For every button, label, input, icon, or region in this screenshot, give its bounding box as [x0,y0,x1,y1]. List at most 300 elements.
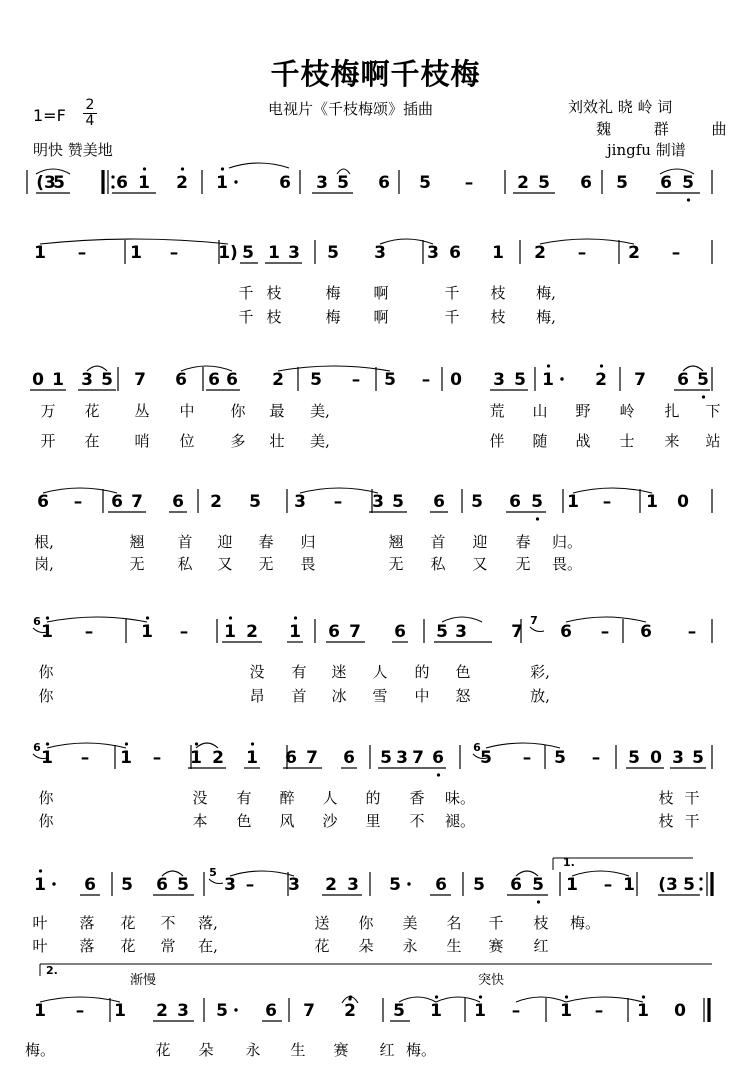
note: 6 [660,173,672,193]
note: 5 [628,748,640,768]
note: 1 [138,173,150,193]
lyric-syllable: 梅。 [405,1041,437,1059]
note: 5 [616,173,628,193]
lyric-syllable: 没 [192,789,208,807]
note: 3 [374,243,386,263]
lyric-syllable: 永 [402,937,418,955]
fermata-dot [348,997,351,1000]
lyric-syllable: 有 [236,789,252,807]
note: – [80,748,90,768]
octave-dot-high [229,616,232,619]
note: 3 [372,492,384,512]
lyric-syllable: 褪。 [444,812,476,830]
note: 6 [343,748,355,768]
lyric-syllable: 美 [402,914,418,932]
lyric-syllable: 梅, [536,284,556,302]
lyric-syllable: 私 [177,555,193,573]
note: 5 [554,748,566,768]
note: 6 [435,875,447,895]
lyric-syllable: 赛 [333,1041,349,1059]
lyric-syllable: 你 [38,687,54,705]
octave-dot-low [687,198,690,201]
lyric-syllable: 没 [249,663,265,681]
note: 5 [384,370,396,390]
octave-dot-high [294,616,297,619]
note: 3 [347,875,359,895]
subito-allegro-marking: 突快 [478,973,505,988]
lyric-syllable: 放, [530,687,550,705]
note: 6 [433,492,445,512]
lyric-syllable: 扎 [664,402,680,420]
note: 5 [514,370,526,390]
note: 6 [449,243,461,263]
slur [540,239,634,244]
lyric-syllable: 枝 [490,308,506,326]
note: – [522,748,532,768]
lyric-syllable: 有 [291,663,307,681]
note: – [603,875,613,895]
note: 1 [646,492,658,512]
lyric-syllable: 干 [684,789,700,807]
grace-note: 5 [209,866,217,879]
note: 5 [380,748,392,768]
lyric-syllable: 归 [300,533,316,551]
lyric-syllable: 人 [372,663,388,681]
repeat-dot [111,175,114,178]
volta-2-label: 2. [46,964,58,977]
octave-dot-high [600,364,603,367]
augmentation-dot [560,377,563,380]
lyric-syllable: 又 [217,555,233,573]
lyric-syllable: 哨 [134,432,150,450]
note: 7 [306,748,318,768]
repeat-dot [699,877,702,880]
lyric-syllable: 花 [155,1041,171,1059]
lyric-syllable: 梅。 [24,1041,56,1059]
note: 3 [672,748,684,768]
note: 7 [634,370,646,390]
note: 5 [436,622,448,642]
lyric-syllable: 中 [179,402,195,420]
note: 2 [176,173,188,193]
note: 2 [534,243,546,263]
octave-dot-high [39,869,42,872]
octave-dot-high [479,995,482,998]
slur [278,366,390,371]
note: 6 [285,748,297,768]
note: 7 [303,1001,315,1021]
note: 5 [177,875,189,895]
note: 6 [580,173,592,193]
lyric-syllable: 啊 [373,284,389,302]
lyric-syllable: 万 [40,402,56,420]
note: 2 [325,875,337,895]
lyric-syllable: 无 [515,555,531,573]
note: 1 [216,173,228,193]
note: 1 [224,622,236,642]
lyric-syllable: 生 [446,937,462,955]
note: – [351,370,361,390]
lyric-syllable: 香 [409,789,425,807]
note: 0 [650,748,662,768]
lyric-syllable: 色 [455,663,471,681]
note: 1 [430,1001,442,1021]
note: 3 [427,243,439,263]
note: 6 [156,875,168,895]
note: 6 [328,622,340,642]
lyric-syllable: 你 [38,812,54,830]
note: 6 [172,492,184,512]
note: 6 [226,370,238,390]
octave-dot-high [46,616,49,619]
note: 5 [242,243,254,263]
note: 1 [41,748,53,768]
slur [230,871,294,876]
note: 5 [249,492,261,512]
lyric-syllable: 送 [314,914,330,932]
note: 1 [34,875,46,895]
lyric-syllable: 战 [575,432,591,450]
lyric-syllable: 春 [258,533,274,551]
lyric-syllable: 朵 [198,1041,214,1059]
note: – [179,622,189,642]
lyric-syllable: 枝 [533,914,549,932]
note: 1 [560,1001,572,1021]
lyric-syllable: 首 [291,687,307,705]
note: 1 [268,243,280,263]
note: – [77,243,87,263]
note: 6 [378,173,390,193]
octave-dot-low [437,773,440,776]
note: – [245,875,255,895]
lyric-syllable: 沙 [322,812,338,830]
lyric-syllable: 里 [365,812,381,830]
engraver-credit: jingfu 制谱 [607,141,686,159]
note: 1 [623,875,635,895]
lyric-syllable: 人 [322,789,338,807]
note: 1 [637,1001,649,1021]
note: 6 [37,492,49,512]
note: 7 [134,370,146,390]
lyric-syllable: 落 [79,937,95,955]
lyric-syllable: 醉 [279,789,295,807]
note: 0 [677,492,689,512]
note: 6 [279,173,291,193]
lyric-syllable: 落 [79,914,95,932]
note: – [577,243,587,263]
lyric-syllable: 根, [34,533,54,551]
lyric-syllable: 枝 [266,308,282,326]
note: 6 [265,1001,277,1021]
lyric-syllable: 怒 [455,687,471,705]
lyric-syllable: 你 [230,402,246,420]
note: 5 [480,748,492,768]
note: 1 [246,748,258,768]
grace-note: 7 [530,614,538,627]
octave-dot-high [251,742,254,745]
note: 6 [432,748,444,768]
slur [47,617,147,622]
lyric-syllable: 岭 [619,402,635,420]
note: 3 [81,370,93,390]
time-numerator: 2 [85,97,95,113]
slur [516,997,566,1002]
lyric-syllable: 翘 [129,533,145,551]
note: 1 [567,492,579,512]
note: 1 [41,622,53,642]
lyric-syllable: 美, [310,402,330,420]
lyric-syllable: 最 [269,402,285,420]
lyric-syllable: 冰 [331,687,347,705]
augmentation-dot [52,882,55,885]
lyric-syllable: 首 [177,533,193,551]
composer-credit: 魏 群 曲 [596,120,727,138]
lyric-syllable: 枝 [658,812,674,830]
lyric-syllable: 在, [198,937,218,955]
note: – [333,492,343,512]
lyric-syllable: 叶 [32,914,48,932]
note: 1 [34,1001,46,1021]
lyric-syllable: 永 [245,1041,261,1059]
note: 1) [218,243,238,263]
note: 1 [141,622,153,642]
note: – [671,243,681,263]
slur [229,163,289,168]
lyric-syllable: 梅 [325,308,341,326]
note: 2 [212,748,224,768]
note: 5 [473,875,485,895]
lyric-syllable: 畏 [300,555,316,573]
repeat-dot [111,185,114,188]
grace-slur [530,627,544,632]
grace-note: 6 [33,741,41,754]
lyric-syllable: 你 [358,914,374,932]
note: – [73,492,83,512]
lyric-syllable: 叶 [32,937,48,955]
note: 5 [471,492,483,512]
lyric-syllable: 不 [409,812,425,830]
note: 5 [337,173,349,193]
lyric-syllable: 花 [120,937,136,955]
note: 0 [450,370,462,390]
note: 2 [517,173,529,193]
note: – [464,173,474,193]
note: 6 [175,370,187,390]
lyric-syllable: 名 [446,914,462,932]
lyric-syllable: 落, [198,914,218,932]
lyric-syllable: 迎 [472,533,488,551]
lyric-syllable: 迎 [217,533,233,551]
note: 1 [289,622,301,642]
lyric-syllable: 壮 [269,432,285,450]
note: 1 [542,370,554,390]
note: 1 [114,1001,126,1021]
lyric-syllable: 味。 [444,789,476,807]
grace-note: 6 [33,615,41,628]
note: 5 [538,173,550,193]
grace-slur [209,879,223,884]
slur [181,366,232,371]
octave-dot-high [221,167,224,170]
note: 6 [84,875,96,895]
note: 5 [697,370,709,390]
note: 7 [412,748,424,768]
augmentation-dot [234,180,237,183]
octave-dot-high [642,995,645,998]
song-subtitle: 电视片《千枝梅颂》插曲 [268,100,434,118]
octave-dot-high [565,995,568,998]
note: 5 [532,875,544,895]
lyric-syllable: 畏。 [551,555,583,573]
lyric-syllable: 无 [258,555,274,573]
lyric-syllable: 雪 [372,687,388,705]
lyric-syllable: 的 [365,789,381,807]
lyric-syllable: 野 [575,402,591,420]
tempo-marking: 明快 赞美地 [33,141,113,159]
lyric-syllable: 在 [84,432,100,450]
lyric-syllable: 岗, [34,555,54,573]
lyric-syllable: 干 [684,812,700,830]
lyric-syllable: 朵 [358,937,374,955]
octave-dot-high [435,995,438,998]
note: 6 [640,622,652,642]
lyric-syllable: 梅, [536,308,556,326]
lyric-syllable: 彩, [530,663,550,681]
note: 3 [177,1001,189,1021]
note: – [511,1001,521,1021]
note: 2 [272,370,284,390]
lyric-syllable: 常 [160,937,176,955]
note: 6 [509,492,521,512]
note: – [687,622,697,642]
note: 5 [393,1001,405,1021]
lyric-syllable: 翘 [388,533,404,551]
lyric-syllable: 花 [84,402,100,420]
lyric-syllable: 私 [430,555,446,573]
note: 6 [510,875,522,895]
note: 6 [111,492,123,512]
lyric-syllable: 开 [40,432,56,450]
lyric-syllable: 风 [279,812,295,830]
lyric-syllable: 迷 [331,663,347,681]
note: 6 [677,370,689,390]
lyric-syllable: 无 [129,555,145,573]
lyric-syllable: 荒 [489,402,505,420]
lyric-syllable: 春 [515,533,531,551]
note: 5 [101,370,113,390]
lyric-syllable: 千 [444,308,460,326]
note: 3 [455,622,467,642]
augmentation-dot [234,1008,237,1011]
lyric-syllable: 你 [38,663,54,681]
lyric-syllable: 千 [238,284,254,302]
note: 6 [560,622,572,642]
grace-note: 6 [473,741,481,754]
octave-dot-high [143,167,146,170]
lyric-syllable: 色 [236,812,252,830]
note: 1 [474,1001,486,1021]
note: 1 [34,243,46,263]
note: 3 [396,748,408,768]
octave-dot-high [181,167,184,170]
song-title: 千枝梅啊千枝梅 [270,57,481,91]
lyric-syllable: 美, [310,432,330,450]
lyric-syllable: 位 [179,432,195,450]
lyric-syllable: 啊 [373,308,389,326]
note: 2 [344,1001,356,1021]
note: – [600,622,610,642]
note: 2 [246,622,258,642]
note: 5 [310,370,322,390]
lyric-syllable: 又 [472,555,488,573]
lyric-syllable: 枝 [490,284,506,302]
lyric-syllable: 山 [532,402,548,420]
note: 6 [208,370,220,390]
note: 7 [131,492,143,512]
note: 1 [190,748,202,768]
lyricist-credit: 刘效礼 晓 岭 词 [568,98,673,116]
note: 5 [389,875,401,895]
note: 2 [210,492,222,512]
lyric-syllable: 花 [120,914,136,932]
slur [566,997,643,1002]
octave-dot-low [702,395,705,398]
note: 5 [121,875,133,895]
note: 6 [116,173,128,193]
lyric-syllable: 下 [705,402,721,420]
lyric-syllable: 千 [488,914,504,932]
lyric-syllable: 梅。 [569,914,601,932]
octave-dot-high [46,742,49,745]
note: – [421,370,431,390]
note: – [84,622,94,642]
note: – [602,492,612,512]
lyric-syllable: 不 [160,914,176,932]
octave-dot-low [537,900,540,903]
slur [380,239,433,244]
lyric-syllable: 中 [414,687,430,705]
note: 0 [674,1001,686,1021]
slur [572,871,629,876]
lyric-syllable: 士 [619,432,635,450]
note: 5 [327,243,339,263]
octave-dot-high [547,364,550,367]
volta-1-label: 1. [563,856,575,869]
note: 1 [492,243,504,263]
lyric-syllable: 生 [290,1041,306,1059]
octave-dot-high [195,742,198,745]
time-denominator: 4 [83,113,97,129]
note: (3 [658,875,678,895]
octave-dot-low [536,517,539,520]
note: 3 [294,492,306,512]
note: – [75,1001,85,1021]
lyric-syllable: 红 [379,1041,395,1059]
ritardando-marking: 渐慢 [130,973,157,988]
lyric-syllable: 丛 [134,402,150,420]
note: 3 [224,875,236,895]
note: 1 [52,370,64,390]
lyric-syllable: 你 [38,789,54,807]
lyric-syllable: 无 [388,555,404,573]
note: 0 [32,370,44,390]
octave-dot-high [146,616,149,619]
lyric-syllable: 首 [430,533,446,551]
note: 3 [493,370,505,390]
note: 1 [130,243,142,263]
note: 7 [349,622,361,642]
lyric-syllable: 昂 [249,687,265,705]
